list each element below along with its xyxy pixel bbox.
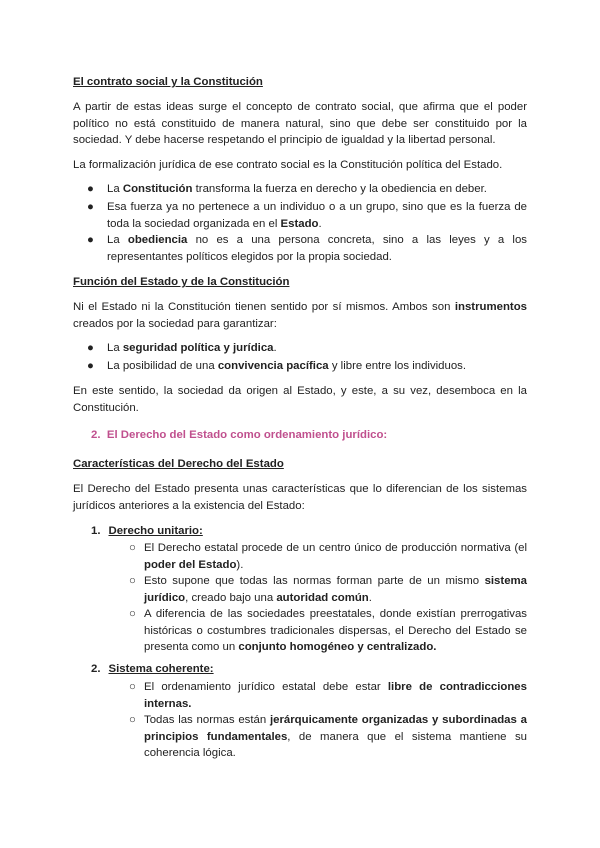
list-item: ○ Todas las normas están jerárquicamente organizadas y subordinadas a principios fundamentales, de manera que el sistema mantiene su coherencia lógica. (129, 714, 527, 759)
numbered-item-sistema-coherente: 2. Sistema coherente: (91, 663, 214, 675)
circle-bullet-icon: ○ (129, 681, 136, 693)
heading-funcion-estado: Función del Estado y de la Constitución (73, 276, 290, 288)
numbered-item-derecho-unitario: 1. Derecho unitario: (91, 525, 203, 537)
list-item: ● La seguridad política y jurídica. (92, 340, 527, 357)
bullet-icon: ● (87, 360, 94, 372)
bullet-icon: ● (87, 201, 94, 213)
circle-bullet-icon: ○ (129, 542, 136, 554)
list-item: ● La Constitución transforma la fuerza en derecho y la obediencia en deber. (92, 181, 527, 198)
list-item: ○ El ordenamiento jurídico estatal debe estar libre de contradicciones internas. (129, 681, 527, 710)
paragraph-contrato-social: A partir de estas ideas surge el concepto de contrato social, que afirma que el poder político no está constituido de manera natural, sino que debe ser constituido por la sociedad. Y debe hacerse respetando el principio de igualdad y la libertad personal. (73, 101, 527, 146)
circle-bullet-icon: ○ (129, 608, 136, 620)
bullet-icon: ● (87, 183, 94, 195)
numbered-heading-derecho-estado: 2. El Derecho del Estado como ordenamiento jurídico: (91, 429, 388, 441)
list-item: ● Esa fuerza ya no pertenece a un individuo o a un grupo, sino que es la fuerza de toda la sociedad organizada en el Estado. (87, 201, 527, 230)
paragraph-funcion: Ni el Estado ni la Constitución tienen sentido por sí mismos. Ambos son instrumentos creados por la sociedad para garantizar: (73, 301, 527, 330)
bullet-icon: ● (87, 342, 94, 354)
paragraph-formalizacion: La formalización jurídica de ese contrato social es la Constitución política del Estado. (73, 159, 503, 171)
list-item: ● La obediencia no es a una persona concreta, sino a las leyes y a los representantes políticos elegidos por la propia sociedad. (87, 234, 527, 263)
paragraph-origen: En este sentido, la sociedad da origen al Estado, y este, a su vez, desemboca en la Constitución. (73, 385, 527, 414)
list-item: ○ El Derecho estatal procede de un centro único de producción normativa (el poder del Estado). (129, 542, 527, 571)
list-item: ○ Esto supone que todas las normas forman parte de un mismo sistema jurídico, creado bajo una autoridad común. (129, 575, 527, 604)
list-item: ○ A diferencia de las sociedades preestatales, donde existían prerrogativas históricas o costumbres tradicionales dispersas, el Derecho del Estado se presenta como un conjunto homogéneo y centralizado. (129, 608, 527, 653)
circle-bullet-icon: ○ (129, 714, 136, 726)
circle-bullet-icon: ○ (129, 575, 136, 587)
heading-caracteristicas: Características del Derecho del Estado (73, 458, 284, 470)
paragraph-caracteristicas: El Derecho del Estado presenta unas características que lo diferencian de los sistemas jurídicos anteriores a la existencia del Estado: (73, 483, 527, 512)
list-item: ● La posibilidad de una convivencia pacífica y libre entre los individuos. (92, 358, 527, 375)
bullet-icon: ● (87, 234, 94, 246)
heading-contrato-social: El contrato social y la Constitución (73, 76, 263, 88)
